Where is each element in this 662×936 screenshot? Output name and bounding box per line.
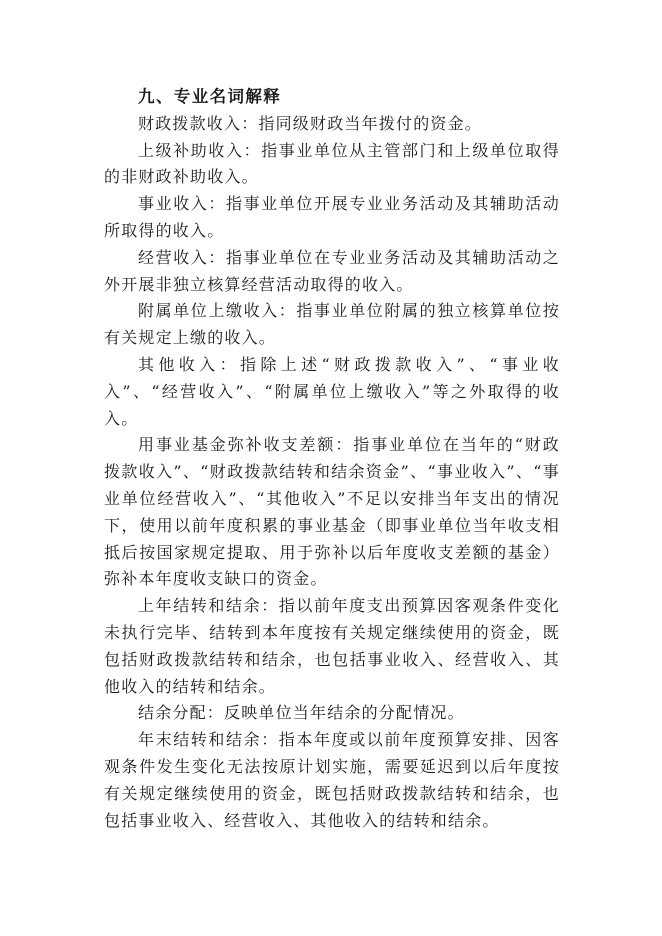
definition-paragraph-business-income: 事业收入：指事业单位开展专业业务活动及其辅助活动所取得的收入。 <box>104 194 560 240</box>
definition-paragraph-affiliate-remittance: 附属单位上缴收入：指事业单位附属的独立核算单位按有关规定上缴的收入。 <box>104 301 560 348</box>
document-body <box>104 84 560 834</box>
definition-paragraph-other-income: 其他收入：指除上述“财政拨款收入”、“事业收入”、“经营收入”、“附属单位上缴收入”等之外取得的收入。 <box>104 354 560 428</box>
definition-paragraph-operating-income: 经营收入：指事业单位在专业业务活动及其辅助活动之外开展非独立核算经营活动取得的收入。 <box>104 247 560 294</box>
definition-paragraph-business-fund-offset: 用事业基金弥补收支差额：指事业单位在当年的“财政拨款收入”、“财政拨款结转和结余资金”、“事业收入”、“事业单位经营收入”、“其他收入”不足以安排当年支出的情况下，使用以前年度积累的事业基金（即事业单位当年收支相抵后按国家规定提取、用于弥补以后年度收支差额的基金）弥补本年度收支缺口的资金。 <box>104 435 560 589</box>
definition-paragraph-fiscal-appropriation: 财政拨款收入：指同级财政当年拨付的资金。 <box>138 113 483 133</box>
definition-paragraph-surplus-distribution: 结余分配：反映单位当年结余的分配情况。 <box>138 703 465 723</box>
definition-paragraph-prior-year-carryover: 上年结转和结余：指以前年度支出预算因客观条件变化未执行完毕、结转到本年度按有关规定继续使用的资金，既包括财政拨款结转和结余，也包括事业收入、经营收入、其他收入的结转和结余。 <box>104 596 560 696</box>
section-heading: 九、专业名词解释 <box>138 87 282 106</box>
definition-paragraph-year-end-carryover: 年末结转和结余：指本年度或以前年度预算安排、因客观条件发生变化无法按原计划实施，需要延迟到以后年度按有关规定继续使用的资金，既包括财政拨款结转和结余，也包括事业收入、经营收入、其他收入的结转和结余。 <box>104 730 560 830</box>
definition-paragraph-superior-subsidy: 上级补助收入：指事业单位从主管部门和上级单位取得的非财政补助收入。 <box>104 140 560 187</box>
